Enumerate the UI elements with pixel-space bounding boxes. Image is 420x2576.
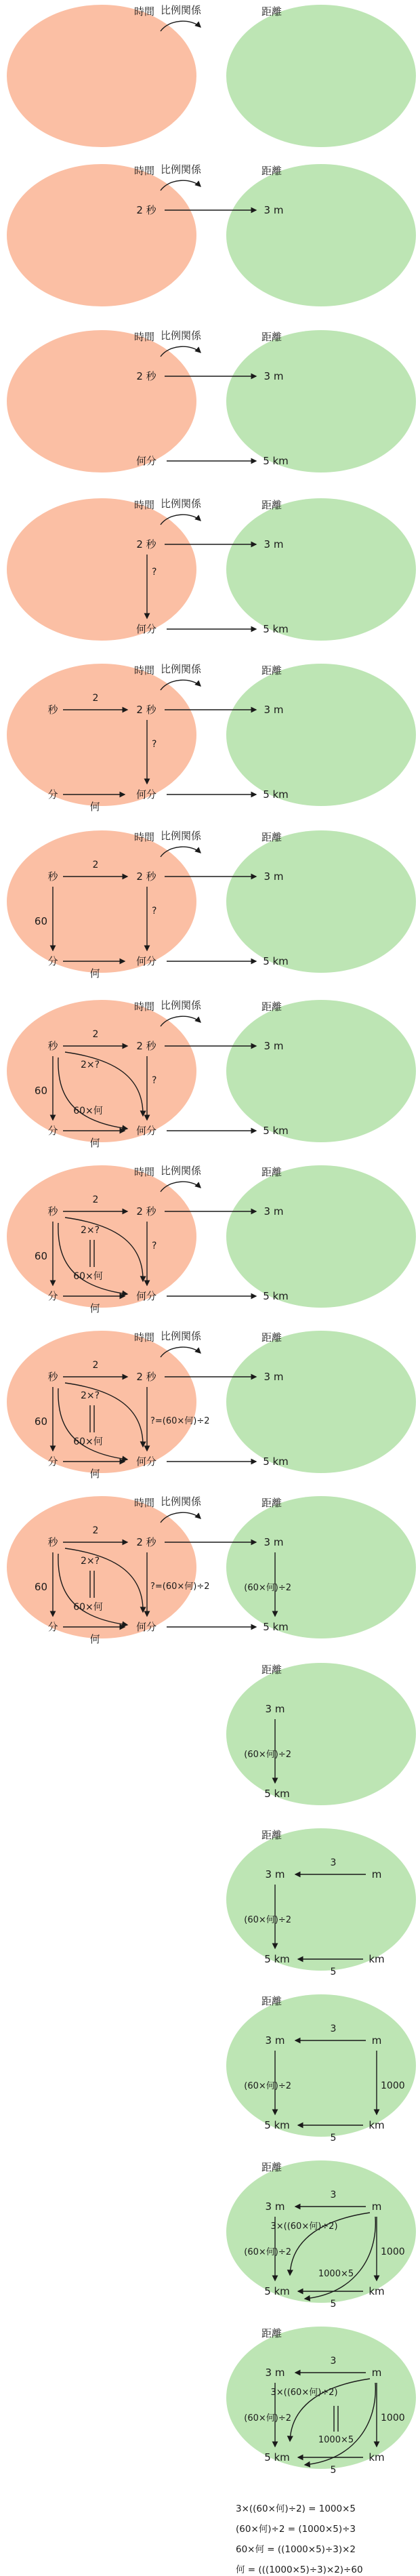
time-set-ellipse	[7, 330, 196, 472]
factor-1000-label: 1000	[381, 2413, 405, 2423]
distance-label: 距離	[261, 2161, 282, 2173]
factor-nani-label: 何	[89, 801, 100, 813]
factor-5-label: 5	[330, 1967, 337, 1977]
node-nanifun: 何分	[135, 1455, 157, 1468]
diagram-step-09	[0, 1326, 420, 1489]
node-min-unit: 分	[47, 1621, 58, 1633]
node-km-unit: km	[369, 1953, 385, 1965]
factor-5-label: 5	[330, 2133, 337, 2144]
time-set-ellipse	[7, 498, 196, 641]
time-set-ellipse	[7, 1000, 196, 1142]
proportional-relation-label: 比例関係	[160, 163, 202, 176]
node-3m: 3 m	[264, 1371, 284, 1383]
time-set-ellipse	[7, 1496, 196, 1638]
factor-60-label: 60	[34, 1085, 47, 1097]
question-mark-label: ?	[152, 1241, 157, 1251]
distance-label: 距離	[261, 2327, 282, 2339]
distance-set-ellipse	[226, 1496, 416, 1638]
distance-set-ellipse	[226, 2327, 416, 2469]
label-60-times-nani: 60×何	[73, 1271, 103, 1282]
factor-60-label: 60	[34, 1250, 47, 1262]
node-5km: 5 km	[263, 1290, 289, 1302]
proportional-relation-label: 比例関係	[160, 663, 202, 675]
node-2sec: 2 秒	[136, 538, 156, 550]
distance-set-ellipse	[226, 1828, 416, 1971]
factor-nani-label: 何	[89, 1633, 100, 1645]
factor-3-label: 3	[330, 1857, 337, 1868]
node-5km: 5 km	[263, 788, 289, 801]
node-sec-unit: 秒	[47, 1205, 58, 1217]
node-nanifun: 何分	[135, 1621, 157, 1633]
proportional-relation-label: 比例関係	[160, 4, 202, 16]
node-3m: 3 m	[264, 538, 284, 550]
equation-block	[236, 2499, 363, 2576]
factor-1000-label: 1000	[381, 2247, 405, 2257]
label-1000-times-5: 1000×5	[318, 2269, 354, 2279]
distance-set-ellipse	[226, 1994, 416, 2137]
node-sec-unit: 秒	[47, 1371, 58, 1383]
node-2sec: 2 秒	[136, 1040, 156, 1052]
distance-label: 距離	[261, 1664, 282, 1676]
label-1000-times-5: 1000×5	[318, 2435, 354, 2445]
proportional-relation-label: 比例関係	[160, 830, 202, 842]
node-min-unit: 分	[47, 1290, 58, 1302]
label-2-times-q: 2×?	[80, 1060, 100, 1070]
node-5km: 5 km	[263, 623, 289, 635]
label-60-nani-div2: (60×何)÷2	[244, 2413, 291, 2423]
distance-label: 距離	[261, 664, 282, 677]
node-5km: 5 km	[264, 2285, 290, 2297]
distance-label: 距離	[261, 1497, 282, 1509]
factor-nani-label: 何	[89, 967, 100, 980]
node-sec-unit: 秒	[47, 704, 58, 716]
node-3m: 3 m	[264, 370, 284, 382]
factor-nani-label: 何	[89, 1137, 100, 1149]
label-60-times-nani: 60×何	[73, 1106, 103, 1116]
node-nanifun: 何分	[135, 623, 157, 635]
factor-2-label: 2	[92, 1029, 99, 1040]
time-set-ellipse	[7, 1331, 196, 1473]
time-label: 時間	[134, 1331, 155, 1344]
distance-label: 距離	[261, 1995, 282, 2007]
distance-set-ellipse	[226, 1331, 416, 1473]
distance-set-ellipse	[226, 498, 416, 641]
distance-set-ellipse	[226, 1165, 416, 1308]
proportional-relation-label: 比例関係	[160, 329, 202, 342]
factor-3-label: 3	[330, 2356, 337, 2367]
label-60-nani-div2: (60×何)÷2	[244, 1750, 291, 1760]
node-2sec: 2 秒	[136, 870, 156, 883]
time-set-ellipse	[7, 5, 196, 147]
equation-line-2: (60×何)÷2 = (1000×5)÷3	[236, 2524, 356, 2535]
node-5km: 5 km	[263, 1125, 289, 1137]
distance-set-ellipse	[226, 2160, 416, 2303]
node-nanifun: 何分	[135, 455, 157, 467]
time-label: 時間	[134, 1497, 155, 1509]
node-3m: 3 m	[264, 204, 284, 216]
node-m-unit: m	[371, 2200, 382, 2213]
diagram-step-11	[0, 1658, 420, 1821]
node-2sec: 2 秒	[136, 704, 156, 716]
node-sec-unit: 秒	[47, 1040, 58, 1052]
node-2sec: 2 秒	[136, 1205, 156, 1217]
distance-set-ellipse	[226, 830, 416, 973]
label-60-nani-div2: (60×何)÷2	[244, 1583, 291, 1593]
node-5km: 5 km	[264, 2451, 290, 2463]
distance-label: 距離	[261, 1829, 282, 1841]
node-3m: 3 m	[264, 1205, 284, 1217]
node-nanifun: 何分	[135, 788, 157, 801]
factor-5-label: 5	[330, 2465, 337, 2476]
equation-line-4: 何 = (((1000×5)÷3)×2)÷60	[236, 2564, 363, 2575]
distance-label: 距離	[261, 1331, 282, 1344]
distance-set-ellipse	[226, 664, 416, 806]
node-5km: 5 km	[263, 1455, 289, 1468]
diagram-step-10	[0, 1491, 420, 1654]
distance-set-ellipse	[226, 1663, 416, 1805]
node-km-unit: km	[369, 2285, 385, 2297]
time-label: 時間	[134, 499, 155, 511]
diagram-step-13	[0, 1990, 420, 2152]
diagram-step-14	[0, 2156, 420, 2318]
time-label: 時間	[134, 1001, 155, 1013]
time-label: 時間	[134, 664, 155, 677]
proportional-relation-label: 比例関係	[160, 999, 202, 1011]
node-2sec: 2 秒	[136, 370, 156, 382]
equation-line-1: 3×((60×何)÷2) = 1000×5	[236, 2503, 356, 2514]
distance-label: 距離	[261, 499, 282, 511]
node-m-unit: m	[371, 1868, 382, 1880]
factor-nani-label: 何	[89, 1468, 100, 1480]
label-60-nani-div2: (60×何)÷2	[244, 1915, 291, 1925]
node-sec-unit: 秒	[47, 870, 58, 883]
label-60-nani-div2: (60×何)÷2	[244, 2081, 291, 2091]
diagram-step-08	[0, 1161, 420, 1323]
node-5km: 5 km	[264, 2119, 290, 2131]
factor-2-label: 2	[92, 1360, 99, 1371]
node-2sec: 2 秒	[136, 204, 156, 216]
diagram-step-15	[0, 2322, 420, 2484]
node-5km: 5 km	[263, 455, 289, 467]
node-5km: 5 km	[264, 1953, 290, 1965]
node-2sec: 2 秒	[136, 1371, 156, 1383]
node-min-unit: 分	[47, 1125, 58, 1137]
node-min-unit: 分	[47, 1455, 58, 1468]
time-set-ellipse	[7, 830, 196, 973]
question-mark-label: ?	[152, 567, 157, 578]
time-label: 時間	[134, 1166, 155, 1178]
factor-nani-label: 何	[89, 1302, 100, 1314]
equation-line-3: 60×何 = ((1000×5)÷3)×2	[236, 2544, 356, 2555]
node-5km: 5 km	[263, 1621, 289, 1633]
question-equals-label: ?=(60×何)÷2	[150, 1416, 210, 1426]
label-3-times-expr: 3×((60×何)÷2)	[270, 2388, 338, 2398]
factor-60-label: 60	[34, 915, 47, 927]
factor-60-label: 60	[34, 1415, 47, 1428]
node-m-unit: m	[371, 2367, 382, 2379]
node-km-unit: km	[369, 2451, 385, 2463]
time-set-ellipse	[7, 164, 196, 306]
factor-3-label: 3	[330, 2024, 337, 2034]
time-label: 時間	[134, 831, 155, 843]
distance-label: 距離	[261, 1001, 282, 1013]
node-2sec: 2 秒	[136, 1536, 156, 1548]
node-3m: 3 m	[265, 2034, 285, 2047]
diagram-step-02	[0, 159, 420, 322]
node-nanifun: 何分	[135, 1290, 157, 1302]
diagram-step-05	[0, 659, 420, 822]
time-label: 時間	[134, 5, 155, 18]
node-km-unit: km	[369, 2119, 385, 2131]
time-set-ellipse	[7, 1165, 196, 1308]
factor-2-label: 2	[92, 860, 99, 870]
node-5km: 5 km	[264, 1788, 290, 1800]
distance-set-ellipse	[226, 164, 416, 306]
diagram-step-07	[0, 995, 420, 1158]
node-3m: 3 m	[264, 1536, 284, 1548]
time-set-ellipse	[7, 664, 196, 806]
distance-label: 距離	[261, 1166, 282, 1178]
factor-2-label: 2	[92, 693, 99, 704]
proportional-relation-label: 比例関係	[160, 1495, 202, 1508]
label-2-times-q: 2×?	[80, 1225, 100, 1236]
proportional-relation-label: 比例関係	[160, 1330, 202, 1342]
node-min-unit: 分	[47, 955, 58, 967]
label-2-times-q: 2×?	[80, 1556, 100, 1567]
time-label: 時間	[134, 165, 155, 177]
proportional-relation-label: 比例関係	[160, 498, 202, 510]
factor-1000-label: 1000	[381, 2080, 405, 2091]
distance-label: 距離	[261, 831, 282, 843]
node-nanifun: 何分	[135, 955, 157, 967]
label-60-times-nani: 60×何	[73, 1436, 103, 1447]
question-mark-label: ?	[152, 1075, 157, 1086]
distance-label: 距離	[261, 5, 282, 18]
diagram-step-03	[0, 325, 420, 488]
node-3m: 3 m	[265, 2200, 285, 2213]
node-5km: 5 km	[263, 955, 289, 967]
factor-2-label: 2	[92, 1525, 99, 1536]
label-3-times-expr: 3×((60×何)÷2)	[270, 2221, 338, 2232]
distance-set-ellipse	[226, 330, 416, 472]
node-3m: 3 m	[264, 870, 284, 883]
proportional-relation-label: 比例関係	[160, 1165, 202, 1177]
diagram-step-06	[0, 826, 420, 988]
distance-set-ellipse	[226, 5, 416, 147]
distance-label: 距離	[261, 165, 282, 177]
factor-5-label: 5	[330, 2299, 337, 2310]
question-equals-label: ?=(60×何)÷2	[150, 1582, 210, 1592]
diagram-step-04	[0, 494, 420, 656]
diagram-step-12	[0, 1824, 420, 1986]
time-label: 時間	[134, 331, 155, 343]
node-3m: 3 m	[264, 704, 284, 716]
node-3m: 3 m	[264, 1040, 284, 1052]
factor-60-label: 60	[34, 1581, 47, 1593]
factor-3-label: 3	[330, 2190, 337, 2200]
distance-label: 距離	[261, 331, 282, 343]
node-nanifun: 何分	[135, 1125, 157, 1137]
question-mark-label: ?	[152, 906, 157, 917]
label-60-times-nani: 60×何	[73, 1602, 103, 1613]
question-mark-label: ?	[152, 739, 157, 750]
diagram-step-01	[0, 0, 420, 163]
factor-2-label: 2	[92, 1194, 99, 1205]
node-3m: 3 m	[265, 1703, 285, 1715]
node-min-unit: 分	[47, 788, 58, 801]
distance-set-ellipse	[226, 1000, 416, 1142]
node-m-unit: m	[371, 2034, 382, 2047]
label-60-nani-div2: (60×何)÷2	[244, 2247, 291, 2257]
node-3m: 3 m	[265, 1868, 285, 1880]
node-3m: 3 m	[265, 2367, 285, 2379]
node-sec-unit: 秒	[47, 1536, 58, 1548]
label-2-times-q: 2×?	[80, 1390, 100, 1401]
